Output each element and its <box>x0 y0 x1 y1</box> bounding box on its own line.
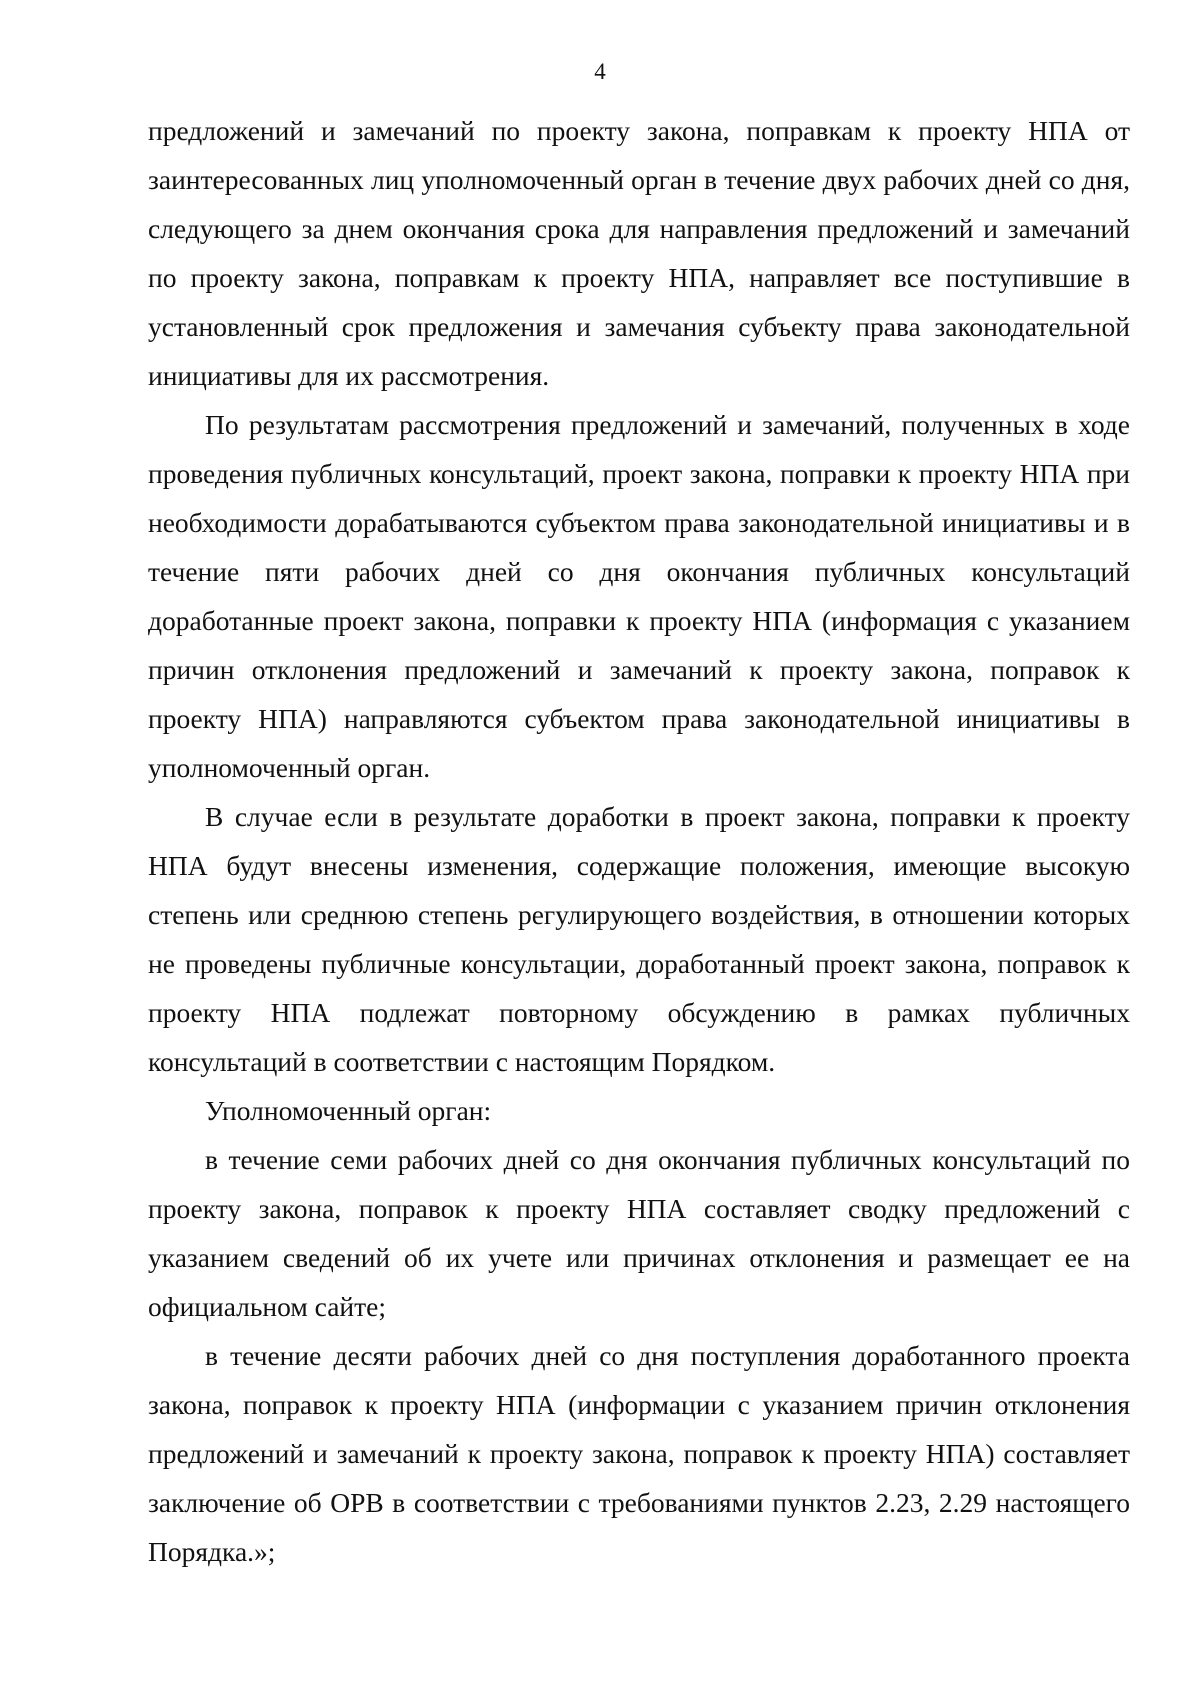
paragraph-repeat-discussion: В случае если в результате доработки в проект закона, поправки к проекту НПА будут внесены изменения, содержащие положения, имеющие высокую степень или среднюю степень регулирующего воздействия, в отношении которых не проведены публичные консультации, доработанный проект закона, поправок к проекту НПА подлежат повторному обсуждению в рамках публичных консультаций в соответствии с настоящим Порядком. <box>148 801 1130 1077</box>
document-body <box>148 106 1130 1576</box>
paragraph-authorized-body: Уполномоченный орган: <box>205 1095 492 1126</box>
page-number: 4 <box>594 59 606 84</box>
paragraph-orv-conclusion: в течение десяти рабочих дней со дня поступления доработанного проекта закона, поправок к проекту НПА (информации с указанием причин отклонения предложений и замечаний к проекту закона, поправок к проекту НПА) составляет заключение об ОРВ в соответствии с требованиями пунктов 2.23, 2.29 настоящего Порядка.»; <box>148 1340 1130 1567</box>
paragraph-consultation-results: По результатам рассмотрения предложений и замечаний, полученных в ходе проведения публичных консультаций, проект закона, поправки к проекту НПА при необходимости дорабатываются субъектом права законодательной инициативы и в течение пяти рабочих дней со дня окончания публичных консультаций доработанные проект закона, поправки к проекту НПА (информация с указанием причин отклонения предложений и замечаний к проекту закона, поправок к проекту НПА) направляются субъектом права законодательной инициативы в уполномоченный орган. <box>148 409 1130 783</box>
paragraph-continuation: предложений и замечаний по проекту закона, поправкам к проекту НПА от заинтересованных лиц уполномоченный орган в течение двух рабочих дней со дня, следующего за днем окончания срока для направления предложений и замечаний по проекту закона, поправкам к проекту НПА, направляет все поступившие в установленный срок предложения и замечания субъекту права законодательной инициативы для их рассмотрения. <box>148 115 1130 391</box>
paragraph-summary-of-proposals: в течение семи рабочих дней со дня окончания публичных консультаций по проекту закона, поправок к проекту НПА составляет сводку предложений с указанием сведений об их учете или причинах отклонения и размещает ее на официальном сайте; <box>148 1144 1130 1322</box>
